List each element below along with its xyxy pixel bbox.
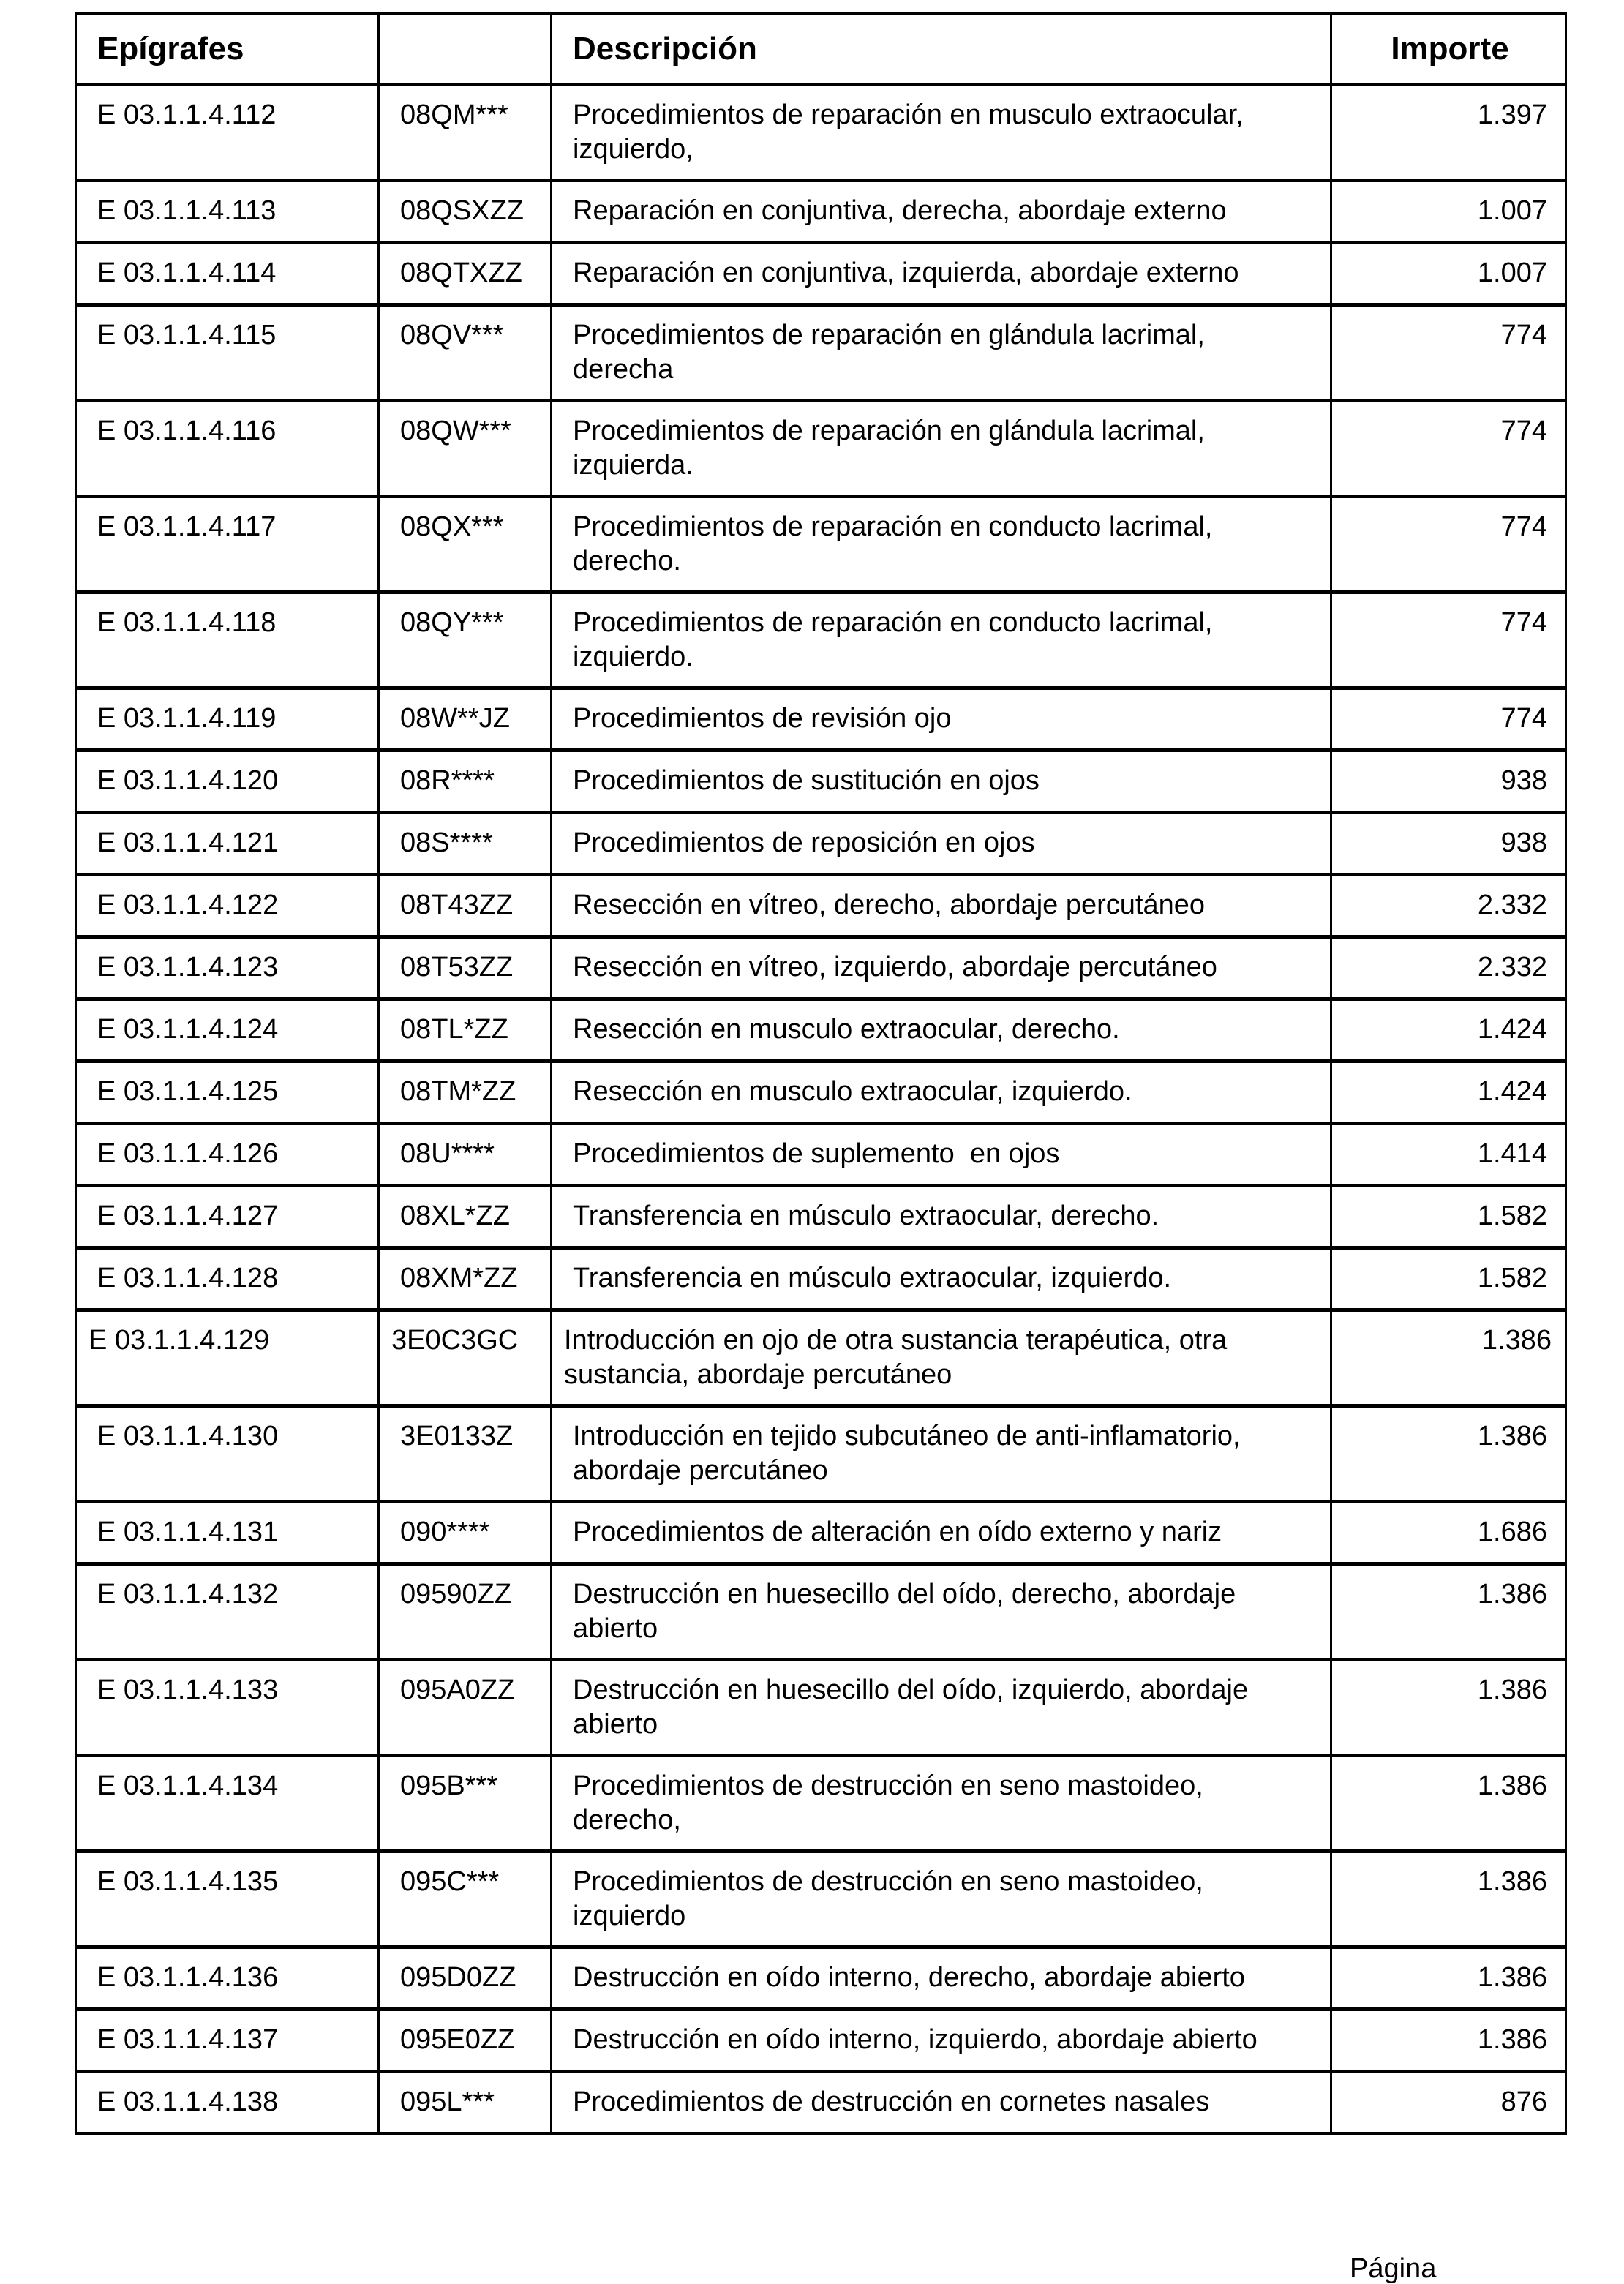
- cell-descripcion: Procedimientos de reparación en conducto lacrimal, derecho.: [552, 497, 1331, 593]
- cell-epigrafe: E 03.1.1.4.136: [76, 1947, 379, 2010]
- cell-importe: 1.686: [1331, 1502, 1566, 1564]
- cell-code: 08R****: [379, 751, 552, 813]
- table-row: [76, 1852, 1566, 1947]
- cell-epigrafe: E 03.1.1.4.119: [76, 688, 379, 751]
- cell-importe: 2.332: [1331, 937, 1566, 999]
- cell-importe: 2.332: [1331, 875, 1566, 937]
- cell-epigrafe: E 03.1.1.4.117: [76, 497, 379, 593]
- cell-epigrafe: E 03.1.1.4.113: [76, 181, 379, 243]
- table-row: [76, 1186, 1566, 1248]
- table-row: [76, 1660, 1566, 1756]
- cell-epigrafe: E 03.1.1.4.129: [76, 1310, 379, 1406]
- table-row: [76, 1062, 1566, 1124]
- cell-code: 095E0ZZ: [379, 2010, 552, 2072]
- table-row: [76, 305, 1566, 401]
- cell-code: 3E0133Z: [379, 1406, 552, 1502]
- cell-epigrafe: E 03.1.1.4.122: [76, 875, 379, 937]
- cell-epigrafe: E 03.1.1.4.131: [76, 1502, 379, 1564]
- cell-code: 3E0C3GC: [379, 1310, 552, 1406]
- cell-epigrafe: E 03.1.1.4.130: [76, 1406, 379, 1502]
- cell-code: 08QW***: [379, 401, 552, 497]
- cell-descripcion: Procedimientos de destrucción en seno mastoideo, izquierdo: [552, 1852, 1331, 1947]
- cell-code: 08XL*ZZ: [379, 1186, 552, 1248]
- table-row: [76, 1564, 1566, 1660]
- cell-descripcion: Introducción en tejido subcutáneo de anti-inflamatorio, abordaje percutáneo: [552, 1406, 1331, 1502]
- cell-importe: 1.007: [1331, 181, 1566, 243]
- cell-importe: 1.386: [1331, 1564, 1566, 1660]
- cell-descripcion: Destrucción en oído interno, derecho, abordaje abierto: [552, 1947, 1331, 2010]
- cell-code: 08TL*ZZ: [379, 999, 552, 1062]
- cell-importe: 774: [1331, 401, 1566, 497]
- cell-epigrafe: E 03.1.1.4.135: [76, 1852, 379, 1947]
- table-row: [76, 688, 1566, 751]
- cell-importe: 1.582: [1331, 1186, 1566, 1248]
- cell-importe: 774: [1331, 593, 1566, 688]
- cell-code: 08QTXZZ: [379, 243, 552, 305]
- table-row: [76, 593, 1566, 688]
- table-row: [76, 875, 1566, 937]
- cell-importe: 938: [1331, 751, 1566, 813]
- cell-code: 08QSXZZ: [379, 181, 552, 243]
- table-row: [76, 1406, 1566, 1502]
- cell-descripcion: Destrucción en oído interno, izquierdo, abordaje abierto: [552, 2010, 1331, 2072]
- cell-importe: 1.386: [1331, 1756, 1566, 1852]
- cell-epigrafe: E 03.1.1.4.127: [76, 1186, 379, 1248]
- table-row: [76, 181, 1566, 243]
- table-row: [76, 243, 1566, 305]
- table-row: [76, 1248, 1566, 1310]
- page-number-label: Página: [1350, 2253, 1437, 2284]
- cell-epigrafe: E 03.1.1.4.120: [76, 751, 379, 813]
- cell-descripcion: Procedimientos de revisión ojo: [552, 688, 1331, 751]
- table-row: [76, 813, 1566, 875]
- cell-code: 095B***: [379, 1756, 552, 1852]
- cell-code: 08S****: [379, 813, 552, 875]
- table-row: [76, 999, 1566, 1062]
- cell-epigrafe: E 03.1.1.4.116: [76, 401, 379, 497]
- cell-descripcion: Procedimientos de reparación en conducto lacrimal, izquierdo.: [552, 593, 1331, 688]
- cell-descripcion: Reparación en conjuntiva, izquierda, abordaje externo: [552, 243, 1331, 305]
- cell-epigrafe: E 03.1.1.4.126: [76, 1124, 379, 1186]
- cell-descripcion: Resección en vítreo, izquierdo, abordaje percutáneo: [552, 937, 1331, 999]
- cell-epigrafe: E 03.1.1.4.123: [76, 937, 379, 999]
- cell-descripcion: Resección en musculo extraocular, izquierdo.: [552, 1062, 1331, 1124]
- cell-descripcion: Procedimientos de reparación en glándula lacrimal, izquierda.: [552, 401, 1331, 497]
- cell-descripcion: Destrucción en huesecillo del oído, derecho, abordaje abierto: [552, 1564, 1331, 1660]
- cell-code: 08W**JZ: [379, 688, 552, 751]
- cell-epigrafe: E 03.1.1.4.121: [76, 813, 379, 875]
- cell-code: 095A0ZZ: [379, 1660, 552, 1756]
- cell-code: 08TM*ZZ: [379, 1062, 552, 1124]
- table-row: [76, 85, 1566, 181]
- cell-code: 090****: [379, 1502, 552, 1564]
- cell-descripcion: Resección en vítreo, derecho, abordaje percutáneo: [552, 875, 1331, 937]
- cell-importe: 774: [1331, 305, 1566, 401]
- cell-code: 08QV***: [379, 305, 552, 401]
- cell-descripcion: Resección en musculo extraocular, derecho.: [552, 999, 1331, 1062]
- table-row: [76, 401, 1566, 497]
- table-row: [76, 1124, 1566, 1186]
- cell-descripcion: Procedimientos de suplemento en ojos: [552, 1124, 1331, 1186]
- cell-epigrafe: E 03.1.1.4.112: [76, 85, 379, 181]
- page-number-footer: [1350, 2253, 1437, 2284]
- table-body: [76, 85, 1566, 2134]
- cell-epigrafe: E 03.1.1.4.114: [76, 243, 379, 305]
- cell-importe: 1.386: [1331, 1852, 1566, 1947]
- cell-epigrafe: E 03.1.1.4.132: [76, 1564, 379, 1660]
- cell-epigrafe: E 03.1.1.4.138: [76, 2072, 379, 2134]
- table-row: [76, 751, 1566, 813]
- cell-importe: 1.424: [1331, 1062, 1566, 1124]
- tariff-table: [75, 12, 1567, 2135]
- cell-epigrafe: E 03.1.1.4.134: [76, 1756, 379, 1852]
- cell-descripcion: Procedimientos de reparación en musculo extraocular, izquierdo,: [552, 85, 1331, 181]
- cell-importe: 876: [1331, 2072, 1566, 2134]
- cell-descripcion: Procedimientos de reposición en ojos: [552, 813, 1331, 875]
- table-row: [76, 1310, 1566, 1406]
- cell-code: 095L***: [379, 2072, 552, 2134]
- cell-descripcion: Introducción en ojo de otra sustancia terapéutica, otra sustancia, abordaje percutáneo: [552, 1310, 1331, 1406]
- cell-descripcion: Procedimientos de destrucción en seno mastoideo, derecho,: [552, 1756, 1331, 1852]
- cell-code: 095D0ZZ: [379, 1947, 552, 2010]
- cell-descripcion: Procedimientos de sustitución en ojos: [552, 751, 1331, 813]
- cell-descripcion: Reparación en conjuntiva, derecha, abordaje externo: [552, 181, 1331, 243]
- table-row: [76, 1756, 1566, 1852]
- cell-importe: 774: [1331, 688, 1566, 751]
- cell-descripcion: Transferencia en músculo extraocular, derecho.: [552, 1186, 1331, 1248]
- cell-code: 08T43ZZ: [379, 875, 552, 937]
- cell-epigrafe: E 03.1.1.4.137: [76, 2010, 379, 2072]
- cell-epigrafe: E 03.1.1.4.118: [76, 593, 379, 688]
- table-row: [76, 2010, 1566, 2072]
- header-code: [379, 14, 552, 85]
- cell-descripcion: Destrucción en huesecillo del oído, izquierdo, abordaje abierto: [552, 1660, 1331, 1756]
- cell-epigrafe: E 03.1.1.4.124: [76, 999, 379, 1062]
- cell-importe: 774: [1331, 497, 1566, 593]
- cell-code: 08QX***: [379, 497, 552, 593]
- table-row: [76, 1502, 1566, 1564]
- header-epigrafes: Epígrafes: [76, 14, 379, 85]
- cell-importe: 1.424: [1331, 999, 1566, 1062]
- table-row: [76, 2072, 1566, 2134]
- cell-code: 08QM***: [379, 85, 552, 181]
- cell-epigrafe: E 03.1.1.4.125: [76, 1062, 379, 1124]
- cell-code: 09590ZZ: [379, 1564, 552, 1660]
- cell-code: 08U****: [379, 1124, 552, 1186]
- cell-code: 08QY***: [379, 593, 552, 688]
- cell-importe: 938: [1331, 813, 1566, 875]
- cell-importe: 1.386: [1331, 1310, 1566, 1406]
- cell-epigrafe: E 03.1.1.4.133: [76, 1660, 379, 1756]
- cell-epigrafe: E 03.1.1.4.115: [76, 305, 379, 401]
- cell-code: 08XM*ZZ: [379, 1248, 552, 1310]
- table-header-row: [76, 14, 1566, 85]
- cell-importe: 1.386: [1331, 1947, 1566, 2010]
- cell-importe: 1.386: [1331, 1406, 1566, 1502]
- cell-importe: 1.386: [1331, 2010, 1566, 2072]
- header-descripcion: Descripción: [552, 14, 1331, 85]
- cell-importe: 1.007: [1331, 243, 1566, 305]
- cell-code: 095C***: [379, 1852, 552, 1947]
- cell-importe: 1.582: [1331, 1248, 1566, 1310]
- cell-importe: 1.386: [1331, 1660, 1566, 1756]
- cell-epigrafe: E 03.1.1.4.128: [76, 1248, 379, 1310]
- cell-descripcion: Transferencia en músculo extraocular, izquierdo.: [552, 1248, 1331, 1310]
- cell-descripcion: Procedimientos de destrucción en cornetes nasales: [552, 2072, 1331, 2134]
- cell-importe: 1.397: [1331, 85, 1566, 181]
- cell-descripcion: Procedimientos de reparación en glándula lacrimal, derecha: [552, 305, 1331, 401]
- table-row: [76, 497, 1566, 593]
- cell-code: 08T53ZZ: [379, 937, 552, 999]
- cell-descripcion: Procedimientos de alteración en oído externo y nariz: [552, 1502, 1331, 1564]
- table-row: [76, 1947, 1566, 2010]
- cell-importe: 1.414: [1331, 1124, 1566, 1186]
- table-row: [76, 937, 1566, 999]
- header-importe: Importe: [1331, 14, 1566, 85]
